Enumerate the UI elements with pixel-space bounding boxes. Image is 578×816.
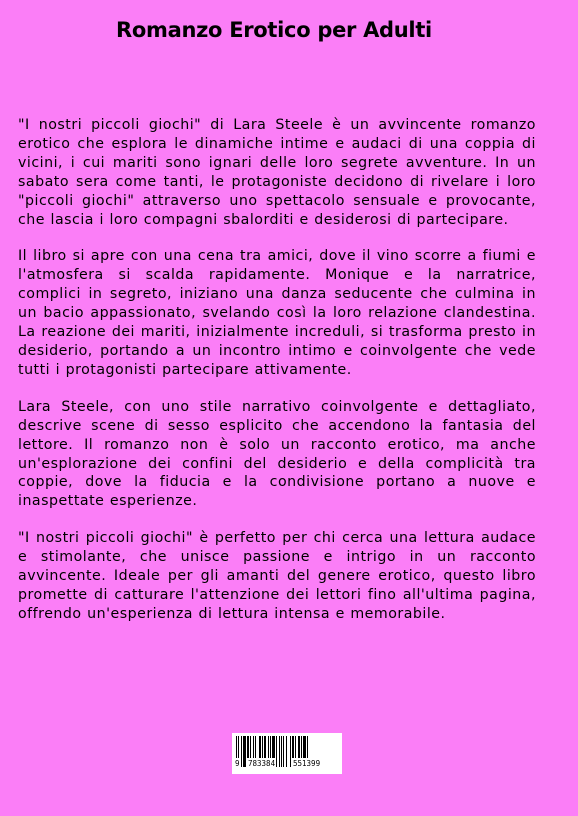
barcode-digits	[232, 758, 342, 770]
blurb-paragraph-3: Lara Steele, con uno stile narrativo coinvolgente e dettagliato, descrive scene di sesso esplicito che accendono la fantasia del lettore. Il romanzo non è solo un racconto erotico, ma anche un'esplorazione dei confini del desiderio e della complicità tra coppie, dove la fiducia e la condivisione portano a nuove e inaspettate esperienze.	[18, 398, 536, 510]
barcode-first-digit: 9	[235, 759, 240, 768]
book-title: Romanzo Erotico per Adulti	[116, 18, 432, 42]
barcode-left-group: 783384	[248, 759, 276, 768]
blurb-paragraph-2: Il libro si apre con una cena tra amici, dove il vino scorre a fiumi e l'atmosfera si scalda rapidamente. Monique e la narratrice, complici in segreto, iniziano una danza seducente che culmina in un bacio appassionato, svelando così la loro relazione clandestina. La reazione dei mariti, inizialmente increduli, si trasforma presto in desiderio, portando a un incontro intimo e coinvolgente che vede tutti i protagonisti partecipare attivamente.	[18, 248, 536, 378]
isbn-barcode	[232, 733, 342, 774]
barcode-right-group: 551399	[293, 759, 321, 768]
blurb-paragraph-1: "I nostri piccoli giochi" di Lara Steele è un avvincente romanzo erotico che esplora le dinamiche intime e audaci di una coppia di vicini, i cui mariti sono ignari delle loro segrete avventure. In un sabato sera come tanti, le protagoniste decidono di rivelare i loro "piccoli giochi" attraverso uno spettacolo sensuale e provocante, che lascia i loro compagni sbalorditi e desiderosi di partecipare.	[18, 117, 536, 228]
blurb-text	[18, 116, 536, 642]
blurb-paragraph-4: "I nostri piccoli giochi" è perfetto per chi cerca una lettura audace e stimolante, che unisce passione e intrigo in un racconto avvincente. Ideale per gli amanti del genere erotico, questo libro promette di catturare l'attenzione dei lettori fino all'ultima pagina, offrendo un'esperienza di lettura intensa e memorabile.	[18, 530, 536, 622]
